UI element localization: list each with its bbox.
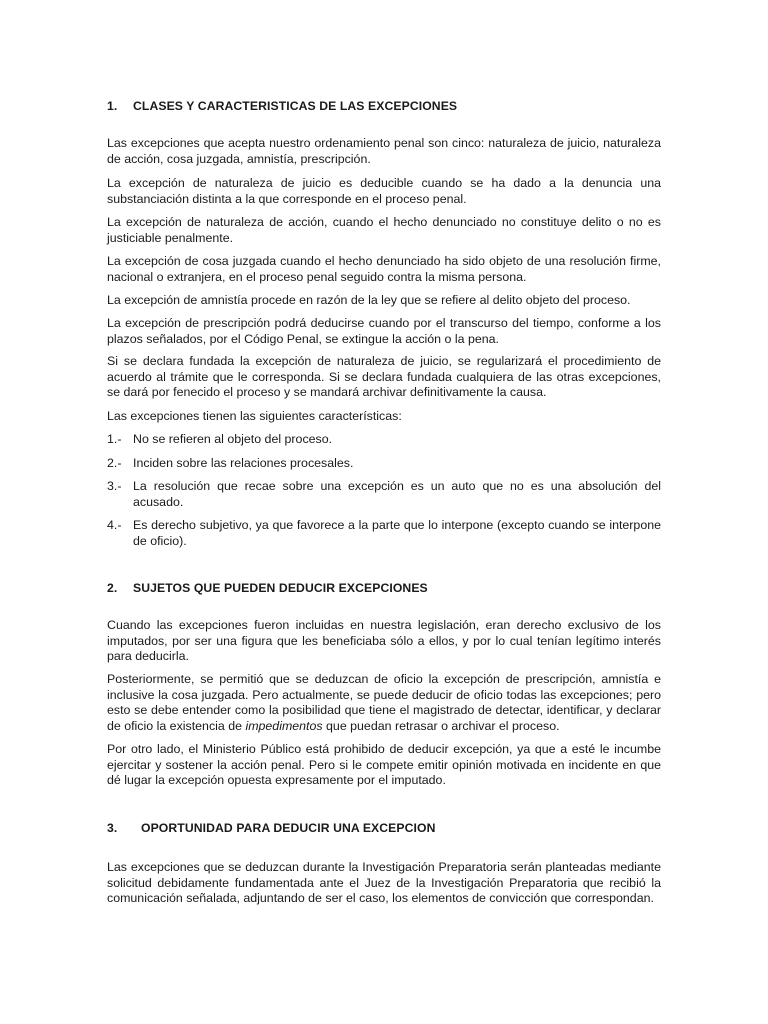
paragraph: La excepción de amnistía procede en razón de la ley que se refiere al delito objeto del proceso. bbox=[107, 293, 631, 307]
paragraph: La excepción de prescripción podrá deducirse cuando por el transcurso del tiempo, conforme a los plazos señalados, por el Código Penal, se extingue la acción o la pena. bbox=[107, 316, 661, 346]
paragraph-text: Posteriormente, se permitió que se deduzcan de oficio la excepción de prescripción, amnistía e inclusive la cosa juzgada. Pero actualmente, se puede deducir de oficio todas las excepciones; pero esto se debe entender como la posibilidad que tiene el magistrado de detectar, identificar, y declarar de oficio la existencia de bbox=[107, 672, 661, 733]
list-item-label: 2.- bbox=[107, 456, 122, 470]
section-heading-3 bbox=[107, 821, 436, 835]
paragraph: Las excepciones que acepta nuestro ordenamiento penal son cinco: naturaleza de juicio, naturaleza de acción, cosa juzgada, amnistía, prescripción. bbox=[107, 136, 661, 166]
list-item-text: La resolución que recae sobre una excepción es un auto que no es una absolución del acusado. bbox=[133, 479, 661, 509]
section-title: OPORTUNIDAD PARA DEDUCIR UNA EXCEPCION bbox=[141, 821, 436, 835]
paragraph: La excepción de naturaleza de juicio es deducible cuando se ha dado a la denuncia una substanciación distinta a la que corresponde en el proceso penal. bbox=[107, 176, 661, 206]
list-item-label: 4.- bbox=[107, 518, 122, 532]
section-number: 3. bbox=[107, 821, 118, 835]
paragraph: Las excepciones tienen las siguientes características: bbox=[107, 409, 402, 423]
section-heading-1 bbox=[107, 99, 457, 113]
list-item bbox=[107, 479, 661, 510]
list-item-label: 1.- bbox=[107, 432, 122, 446]
paragraph-text: que puedan retrasar o archivar el proceso. bbox=[322, 718, 560, 733]
paragraph bbox=[107, 672, 661, 734]
list-item bbox=[107, 518, 661, 549]
section-number: 2. bbox=[107, 581, 118, 595]
section-heading-2 bbox=[107, 581, 428, 595]
list-item bbox=[107, 432, 661, 448]
paragraph: La excepción de cosa juzgada cuando el hecho denunciado ha sido objeto de una resolución firme, nacional o extranjera, en el proceso penal seguido contra la misma persona. bbox=[107, 254, 661, 284]
paragraph: Cuando las excepciones fueron incluidas en nuestra legislación, eran derecho exclusivo de los imputados, por ser una figura que les beneficiaba sólo a ellos, y por lo cual tenían legítimo interés para deducirla. bbox=[107, 618, 661, 664]
paragraph: Por otro lado, el Ministerio Público está prohibido de deducir excepción, ya que a esté le incumbe ejercitar y sostener la acción penal. Pero si le compete emitir opinión motivada en incidente en que dé lugar la excepción opuesta expresamente por el imputado. bbox=[107, 742, 661, 788]
list-item-text: Inciden sobre las relaciones procesales. bbox=[133, 456, 354, 470]
section-title: CLASES Y CARACTERISTICAS DE LAS EXCEPCIONES bbox=[133, 99, 458, 113]
list-item bbox=[107, 456, 661, 472]
list-item-text: No se refieren al objeto del proceso. bbox=[133, 432, 333, 446]
paragraph: Si se declara fundada la excepción de naturaleza de juicio, se regularizará el procedimiento de acuerdo al trámite que le corresponda. Si se declara fundada cualquiera de las otras excepciones, se dará por fenecido el proceso y se mandará archivar definitivamente la causa. bbox=[107, 354, 661, 400]
section-number: 1. bbox=[107, 99, 118, 113]
list-item-label: 3.- bbox=[107, 479, 122, 493]
paragraph: Las excepciones que se deduzcan durante la Investigación Preparatoria serán planteadas mediante solicitud debidamente fundamentada ante el Juez de la Investigación Preparatoria que recibió la comunicación señalada, adjuntando de ser el caso, los elementos de convicción que correspondan. bbox=[107, 860, 661, 906]
emphasis-text: impedimentos bbox=[245, 718, 323, 733]
section-title: SUJETOS QUE PUEDEN DEDUCIR EXCEPCIONES bbox=[133, 581, 428, 595]
paragraph: La excepción de naturaleza de acción, cuando el hecho denunciado no constituye delito o no es justiciable penalmente. bbox=[107, 215, 661, 245]
list-item-text: Es derecho subjetivo, ya que favorece a la parte que lo interpone (excepto cuando se interpone de oficio). bbox=[133, 518, 661, 548]
